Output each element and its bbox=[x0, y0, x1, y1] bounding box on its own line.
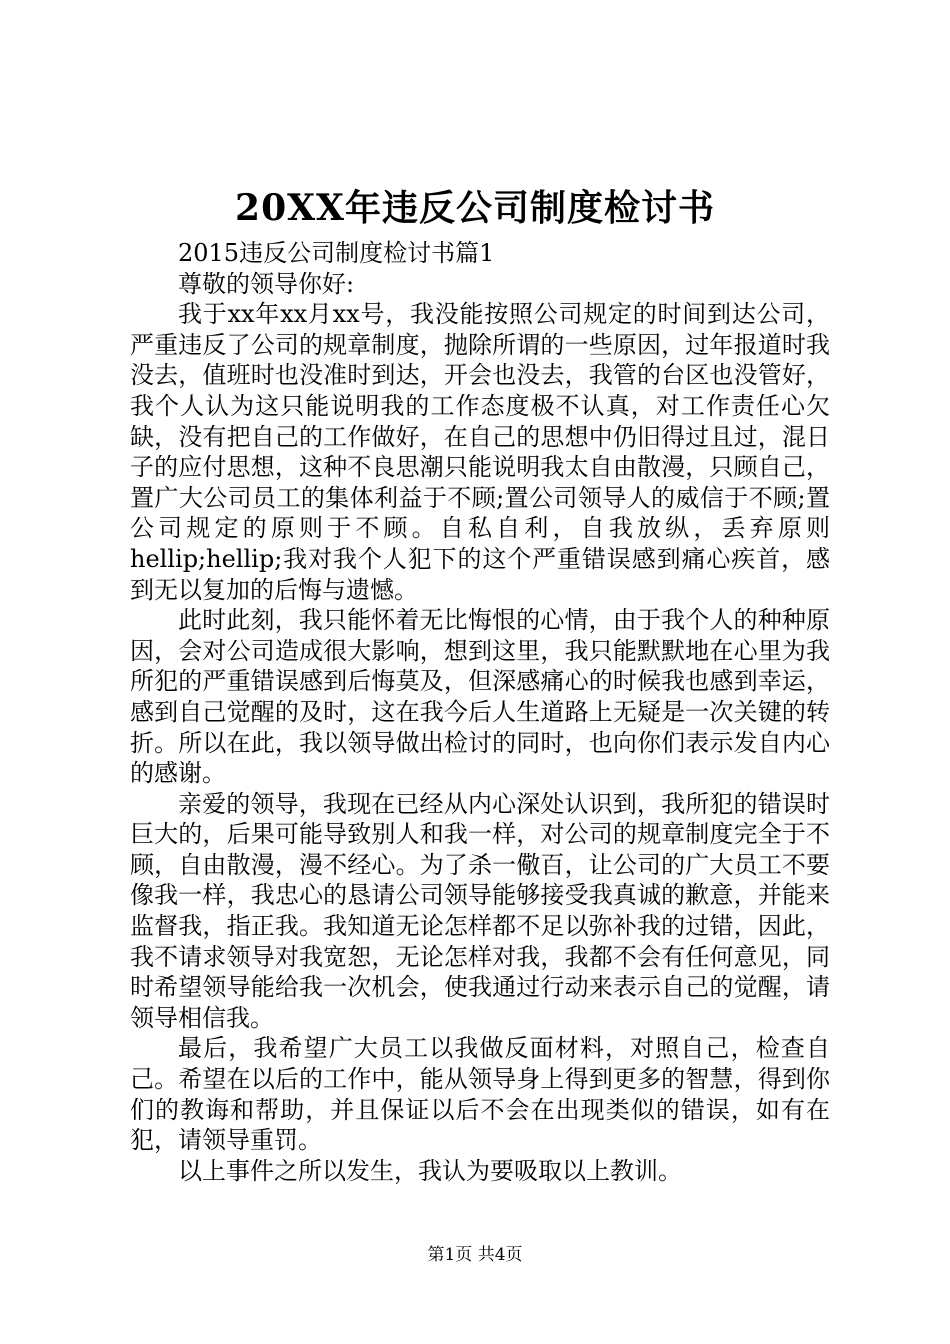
section-heading: 2015违反公司制度检讨书篇1 bbox=[178, 239, 495, 267]
paragraph: 最后，我希望广大员工以我做反面材料，对照自己，检查自己。希望在以后的工作中，能从领导身上得到更多的智慧，得到你们的教诲和帮助，并且保证以后不会在出现类似的错误，如有在犯，请领导重罚。 bbox=[130, 1034, 830, 1155]
page-number-footer: 第1页 共4页 bbox=[427, 1245, 523, 1265]
salutation: 尊敬的领导你好: bbox=[178, 269, 355, 298]
document-title: 20XX年违反公司制度检讨书 bbox=[235, 187, 715, 229]
paragraph: 以上事件之所以发生，我认为要吸取以上教训。 bbox=[178, 1156, 682, 1185]
document-body bbox=[130, 238, 830, 1186]
paragraph: 此时此刻，我只能怀着无比悔恨的心情，由于我个人的种种原因，会对公司造成很大影响，想到这里，我只能默默地在心里为我所犯的严重错误感到后悔莫及，但深感痛心的时候我也感到幸运，感到自己觉醒的及时，这在我今后人生道路上无疑是一次关键的转折。所以在此，我以领导做出检讨的同时，也向你们表示发自内心的感谢。 bbox=[130, 606, 830, 788]
paragraph: 亲爱的领导，我现在已经从内心深处认识到，我所犯的错误时巨大的，后果可能导致别人和我一样，对公司的规章制度完全于不顾，自由散漫，漫不经心。为了杀一儆百，让公司的广大员工不要像我一样，我忠心的恳请公司领导能够接受我真诚的歉意，并能来监督我，指正我。我知道无论怎样都不足以弥补我的过错，因此，我不请求领导对我宽恕，无论怎样对我，我都不会有任何意见，同时希望领导能给我一次机会，使我通过行动来表示自己的觉醒，请领导相信我。 bbox=[130, 789, 830, 1032]
paragraph: 我于xx年xx月xx号，我没能按照公司规定的时间到达公司，严重违反了公司的规章制度，抛除所谓的一些原因，过年报道时我没去，值班时也没准时到达，开会也没去，我管的台区也没管好，我个人认为这只能说明我的工作态度极不认真，对工作责任心欠缺，没有把自己的工作做好，在自己的思想中仍旧得过且过，混日子的应付思想，这种不良思潮只能说明我太自由散漫，只顾自己，置广大公司员工的集体利益于不顾;置公司领导人的威信于不顾;置公司规定的原则于不顾。自私自利，自我放纵，丢弃原则hellip;hellip;我对我个人犯下的这个严重错误感到痛心疾首，感到无以复加的后悔与遗憾。 bbox=[130, 300, 830, 604]
